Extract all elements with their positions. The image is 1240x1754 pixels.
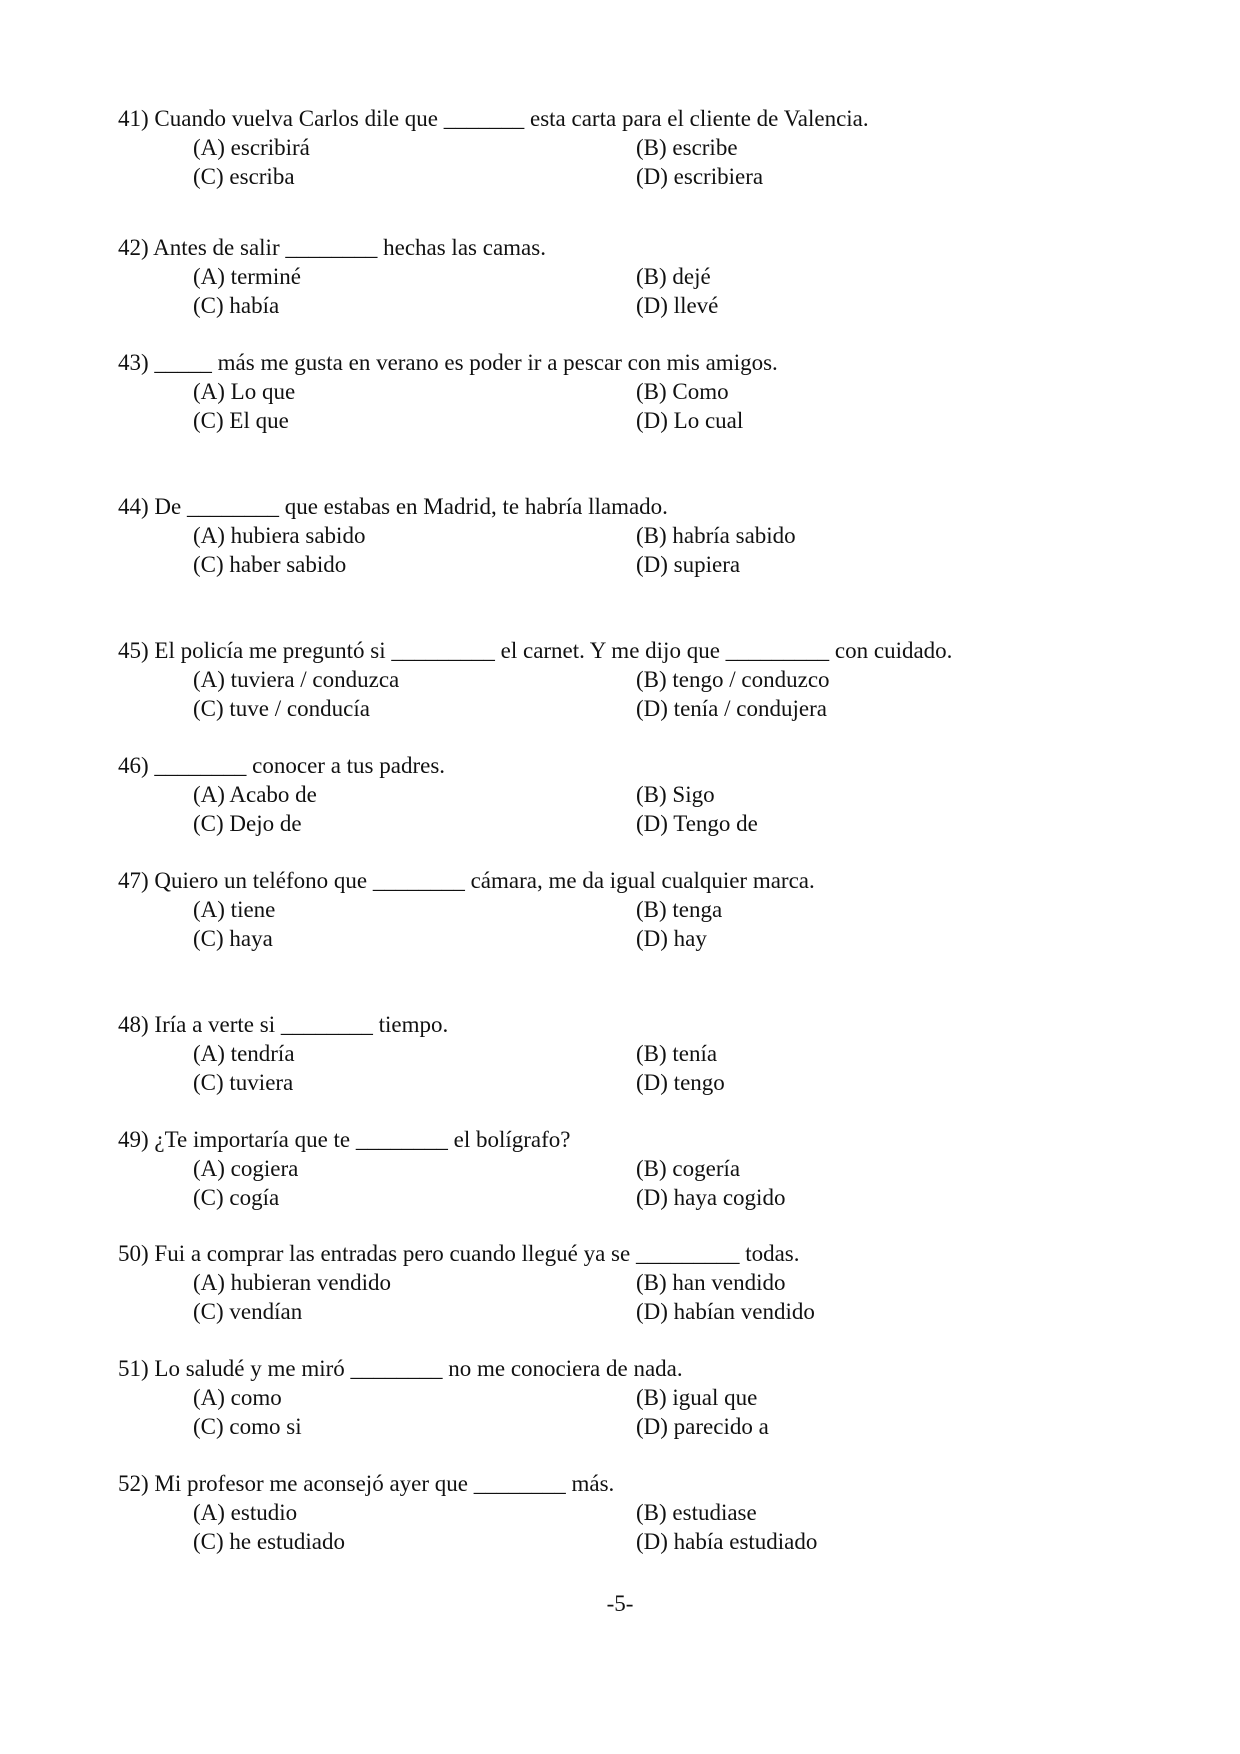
option-c[interactable]: (C) tuve / conducía [193,696,370,721]
option-a[interactable]: (A) Acabo de [193,782,317,807]
option-c[interactable]: (C) he estudiado [193,1529,346,1554]
option-a[interactable]: (A) terminé [193,264,301,289]
option-a[interactable]: (A) escribirá [193,135,310,160]
option-d[interactable]: (D) tengo [636,1070,725,1095]
option-a[interactable]: (A) estudio [193,1500,298,1525]
option-b[interactable]: (B) habría sabido [636,523,796,548]
option-a[interactable]: (A) hubiera sabido [193,523,366,548]
question-stem: 44) De ________ que estabas en Madrid, te habría llamado. [118,494,668,519]
option-c[interactable]: (C) escriba [193,164,295,189]
option-d[interactable]: (D) Tengo de [636,811,758,836]
option-b[interactable]: (B) igual que [636,1385,758,1410]
option-d[interactable]: (D) llevé [636,293,719,318]
option-d[interactable]: (D) supiera [636,552,741,577]
question-49 [118,1125,1118,1212]
option-d[interactable]: (D) tenía / condujera [636,696,827,721]
option-d[interactable]: (D) hay [636,926,707,951]
option-a[interactable]: (A) cogiera [193,1156,299,1181]
question-stem: 49) ¿Te importaría que te ________ el bolígrafo? [118,1127,571,1152]
question-42 [118,233,1118,320]
option-b[interactable]: (B) estudiase [636,1500,757,1525]
option-d[interactable]: (D) había estudiado [636,1529,818,1554]
question-51 [118,1354,1118,1441]
question-stem: 41) Cuando vuelva Carlos dile que _______ esta carta para el cliente de Valencia. [118,106,869,131]
question-stem: 42) Antes de salir ________ hechas las camas. [118,235,546,260]
question-50 [118,1239,1118,1326]
question-stem: 51) Lo saludé y me miró ________ no me conociera de nada. [118,1356,683,1381]
option-b[interactable]: (B) tenga [636,897,723,922]
question-52 [118,1469,1118,1556]
option-d[interactable]: (D) haya cogido [636,1185,786,1210]
question-43 [118,348,1118,435]
option-a[interactable]: (A) hubieran vendido [193,1270,391,1295]
question-48 [118,1010,1118,1097]
option-c[interactable]: (C) tuviera [193,1070,294,1095]
question-stem: 43) _____ más me gusta en verano es poder ir a pescar con mis amigos. [118,350,778,375]
option-d[interactable]: (D) habían vendido [636,1299,815,1324]
option-b[interactable]: (B) Sigo [636,782,715,807]
option-d[interactable]: (D) Lo cual [636,408,744,433]
question-stem: 46) ________ conocer a tus padres. [118,753,446,778]
option-a[interactable]: (A) Lo que [193,379,296,404]
option-c[interactable]: (C) Dejo de [193,811,302,836]
option-c[interactable]: (C) había [193,293,280,318]
question-stem: 52) Mi profesor me aconsejó ayer que ________ más. [118,1471,615,1496]
option-a[interactable]: (A) como [193,1385,282,1410]
option-c[interactable]: (C) El que [193,408,289,433]
option-c[interactable]: (C) cogía [193,1185,280,1210]
page-number: -5- [606,1591,634,1616]
option-c[interactable]: (C) haber sabido [193,552,347,577]
option-c[interactable]: (C) haya [193,926,273,951]
option-b[interactable]: (B) tengo / conduzco [636,667,830,692]
option-b[interactable]: (B) tenía [636,1041,718,1066]
option-b[interactable]: (B) cogería [636,1156,741,1181]
option-d[interactable]: (D) escribiera [636,164,764,189]
question-47 [118,866,1118,953]
question-45 [118,636,1118,723]
option-b[interactable]: (B) han vendido [636,1270,786,1295]
option-a[interactable]: (A) tendría [193,1041,295,1066]
option-c[interactable]: (C) vendían [193,1299,303,1324]
question-44 [118,492,1118,579]
question-46 [118,751,1118,838]
option-b[interactable]: (B) dejé [636,264,711,289]
option-b[interactable]: (B) escribe [636,135,738,160]
option-c[interactable]: (C) como si [193,1414,302,1439]
option-b[interactable]: (B) Como [636,379,729,404]
option-a[interactable]: (A) tiene [193,897,276,922]
question-stem: 48) Iría a verte si ________ tiempo. [118,1012,449,1037]
question-stem: 47) Quiero un teléfono que ________ cámara, me da igual cualquier marca. [118,868,815,893]
question-stem: 45) El policía me preguntó si _________ el carnet. Y me dijo que _________ con cuidado. [118,638,953,663]
question-stem: 50) Fui a comprar las entradas pero cuando llegué ya se _________ todas. [118,1241,800,1266]
option-d[interactable]: (D) parecido a [636,1414,769,1439]
question-41 [118,104,1118,191]
option-a[interactable]: (A) tuviera / conduzca [193,667,400,692]
